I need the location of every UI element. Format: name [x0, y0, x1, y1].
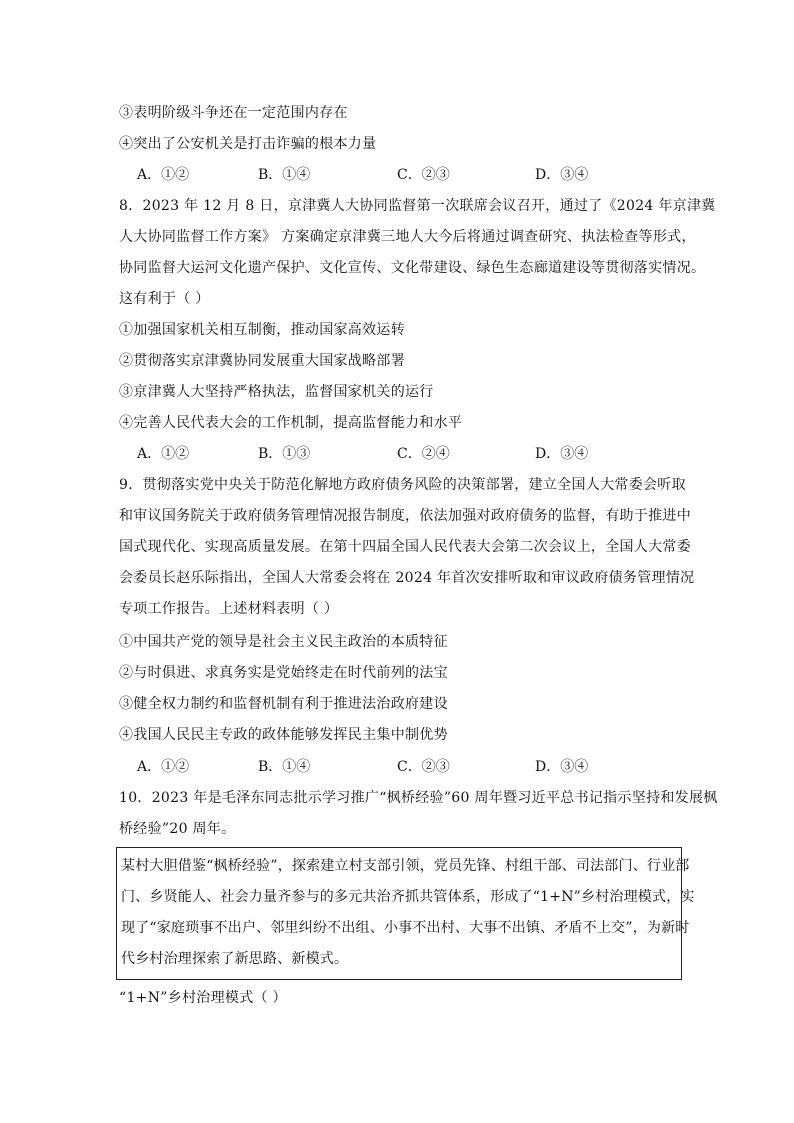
- q7-choice-d: D．③④: [535, 167, 589, 183]
- q8-choice-a: A．①②: [137, 446, 190, 462]
- q10-question: “1+N”乡村治理模式（ ）: [119, 990, 287, 1006]
- q9-stem-line-3: 国式现代化、实现高质量发展。在第十四届全国人民代表大会第二次会议上，全国人大常委: [119, 539, 691, 555]
- q7-choice-c: C．②③: [397, 167, 450, 183]
- q8-stem-line-1: 8．2023 年 12 月 8 日，京津冀人大协同监督第一次联席会议召开，通过了《2024 年京津冀: [119, 198, 716, 214]
- q7-option-4: ④突出了公安机关是打击诈骗的根本力量: [119, 136, 377, 152]
- q9-option-1: ①中国共产党的领导是社会主义民主政治的本质特征: [119, 634, 448, 650]
- q8-choice-c: C．②④: [397, 446, 450, 462]
- material-line-2: 门、乡贤能人、社会力量齐参与的多元共治齐抓共管体系，形成了“1+N”乡村治理模式，实: [121, 889, 695, 905]
- q9-stem-line-1: 9．贯彻落实党中央关于防范化解地方政府债务风险的决策部署，建立全国人大常委会听取: [119, 477, 686, 493]
- q8-stem-line-4: 这有利于（ ）: [119, 291, 210, 307]
- q8-stem-line-3: 协同监督大运河文化遗产保护、文化宣传、文化带建设、绿色生态廊道建设等贯彻落实情况。: [119, 260, 706, 276]
- q9-choice-b: B．①④: [258, 759, 311, 775]
- material-box: [116, 847, 695, 980]
- q8-choice-b: B．①③: [258, 446, 311, 462]
- material-line-1: 某村大胆借鉴“枫桥经验”，探索建立村支部引领，党员先锋、村组干部、司法部门、行业部: [121, 858, 690, 874]
- q8-choice-d: D．③④: [535, 446, 589, 462]
- q9-stem-line-2: 和审议国务院关于政府债务管理情况报告制度，依法加强对政府债务的监督，有助于推进中: [119, 508, 691, 524]
- q9-option-2: ②与时俱进、求真务实是党始终走在时代前列的法宝: [119, 665, 448, 681]
- q7-choice-a: A．①②: [137, 167, 190, 183]
- q9-stem-line-4: 会委员长赵乐际指出，全国人大常委会将在 2024 年首次安排听取和审议政府债务管理情况: [119, 570, 695, 586]
- q9-option-4: ④我国人民民主专政的政体能够发挥民主集中制优势: [119, 727, 448, 743]
- q10-stem-line-1: 10．2023 年是毛泽东同志批示学习推广“枫桥经验”60 周年暨习近平总书记指示坚持和发展枫: [119, 790, 718, 806]
- q9-option-3: ③健全权力制约和监督机制有利于推进法治政府建设: [119, 696, 448, 712]
- q8-option-2: ②贯彻落实京津冀协同发展重大国家战略部署: [119, 353, 405, 369]
- material-line-4: 代乡村治理探索了新思路、新模式。: [121, 951, 349, 967]
- q9-stem-line-5: 专项工作报告。上述材料表明（ ）: [119, 601, 339, 617]
- q9-choice-a: A．①②: [137, 759, 190, 775]
- q7-choice-b: B．①④: [258, 167, 311, 183]
- q9-choice-d: D．③④: [535, 759, 589, 775]
- q7-option-3: ③表明阶级斗争还在一定范围内存在: [119, 105, 348, 121]
- material-line-3: 现了“家庭琐事不出户、邻里纠纷不出组、小事不出村、大事不出镇、矛盾不上交”，为新时: [121, 920, 690, 936]
- q8-stem-line-2: 人大协同监督工作方案》 方案确定京津冀三地人大今后将通过调查研究、执法检查等形式，: [119, 229, 696, 245]
- q8-option-4: ④完善人民代表大会的工作机制，提高监督能力和水平: [119, 415, 463, 431]
- q8-option-3: ③京津冀人大坚持严格执法，监督国家机关的运行: [119, 384, 434, 400]
- q10-stem-line-2: 桥经验”20 周年。: [119, 821, 236, 837]
- q9-choice-c: C．②③: [397, 759, 450, 775]
- q8-option-1: ①加强国家机关相互制衡，推动国家高效运转: [119, 322, 405, 338]
